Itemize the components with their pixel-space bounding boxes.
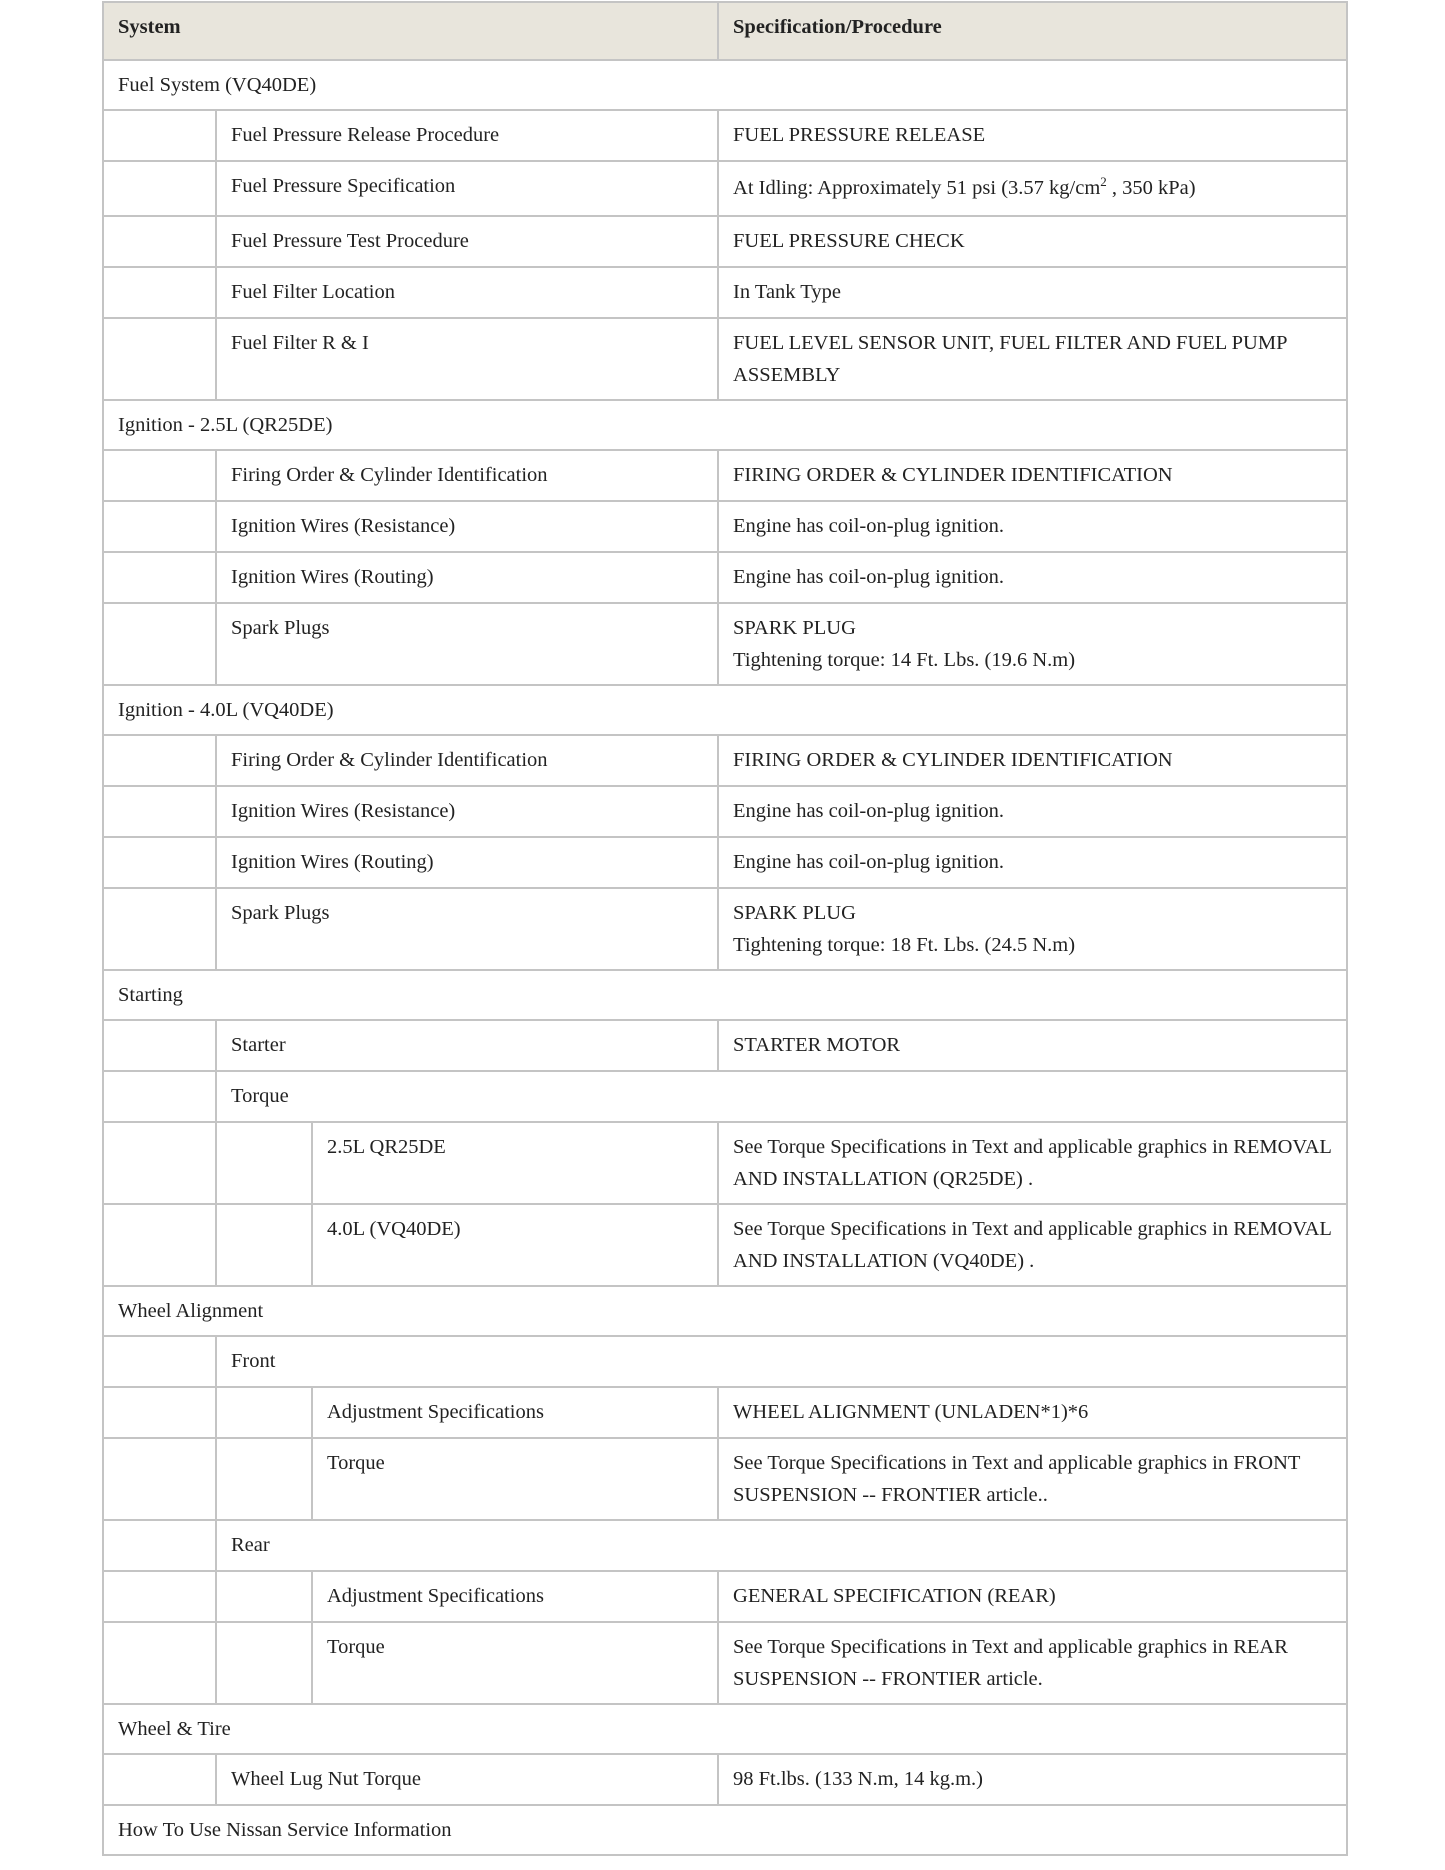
row-value: Engine has coil-on-plug ignition. xyxy=(718,552,1347,603)
section-title: Wheel & Tire xyxy=(103,1704,1347,1754)
row-label: Ignition Wires (Routing) xyxy=(216,552,718,603)
table-row xyxy=(103,837,1347,888)
row-value: Engine has coil-on-plug ignition. xyxy=(718,501,1347,552)
indent-cell xyxy=(216,1438,312,1520)
table-row xyxy=(103,1020,1347,1071)
indent-cell xyxy=(103,110,216,161)
row-value: STARTER MOTOR xyxy=(718,1020,1347,1071)
subsection-label: Front xyxy=(216,1336,1347,1387)
table-row xyxy=(103,888,1347,970)
row-label: Firing Order & Cylinder Identification xyxy=(216,450,718,501)
row-value xyxy=(718,161,1347,216)
section-row-ignition-40 xyxy=(103,685,1347,735)
table-row xyxy=(103,1622,1347,1704)
indent-cell xyxy=(103,161,216,216)
indent-cell xyxy=(103,837,216,888)
subsection-label: Torque xyxy=(216,1071,1347,1122)
section-row-fuel-system xyxy=(103,60,1347,110)
section-row-wheel-alignment xyxy=(103,1286,1347,1336)
indent-cell xyxy=(103,1204,216,1286)
header-system: System xyxy=(103,2,718,60)
section-row-how-to-use xyxy=(103,1805,1347,1855)
table-row xyxy=(103,501,1347,552)
indent-cell xyxy=(103,450,216,501)
table-row xyxy=(103,216,1347,267)
indent-cell xyxy=(103,786,216,837)
spark-plug-link: SPARK PLUG xyxy=(733,617,856,639)
indent-cell xyxy=(103,267,216,318)
section-title: Wheel Alignment xyxy=(103,1286,1347,1336)
table-row xyxy=(103,552,1347,603)
header-specification: Specification/Procedure xyxy=(718,2,1347,60)
spark-plug-torque: Tightening torque: 18 Ft. Lbs. (24.5 N.m) xyxy=(733,934,1076,956)
indent-cell xyxy=(103,1020,216,1071)
row-label: Torque xyxy=(312,1622,718,1704)
row-label: 4.0L (VQ40DE) xyxy=(312,1204,718,1286)
row-label: Ignition Wires (Routing) xyxy=(216,837,718,888)
indent-cell xyxy=(103,501,216,552)
spark-plug-torque: Tightening torque: 14 Ft. Lbs. (19.6 N.m) xyxy=(733,649,1076,671)
indent-cell xyxy=(103,1387,216,1438)
row-label: Fuel Filter Location xyxy=(216,267,718,318)
table-row xyxy=(103,450,1347,501)
row-label: Spark Plugs xyxy=(216,603,718,685)
table-row xyxy=(103,786,1347,837)
table-row xyxy=(103,1336,1347,1387)
row-label: Spark Plugs xyxy=(216,888,718,970)
table-header-row xyxy=(103,2,1347,60)
table-row xyxy=(103,1520,1347,1571)
section-row-wheel-tire xyxy=(103,1704,1347,1754)
table-row xyxy=(103,1204,1347,1286)
section-title: How To Use Nissan Service Information xyxy=(103,1805,1347,1855)
section-title: Fuel System (VQ40DE) xyxy=(103,60,1347,110)
indent-cell xyxy=(103,1754,216,1805)
indent-cell xyxy=(216,1387,312,1438)
table-row xyxy=(103,1387,1347,1438)
row-value: FIRING ORDER & CYLINDER IDENTIFICATION xyxy=(718,735,1347,786)
row-label: Adjustment Specifications xyxy=(312,1387,718,1438)
indent-cell xyxy=(103,552,216,603)
row-label: Ignition Wires (Resistance) xyxy=(216,786,718,837)
row-value: FIRING ORDER & CYLINDER IDENTIFICATION xyxy=(718,450,1347,501)
row-label: Fuel Pressure Release Procedure xyxy=(216,110,718,161)
row-label: 2.5L QR25DE xyxy=(312,1122,718,1204)
section-row-ignition-25 xyxy=(103,400,1347,450)
table-row xyxy=(103,161,1347,216)
indent-cell xyxy=(103,1122,216,1204)
superscript: 2 xyxy=(1100,174,1107,190)
row-value: FUEL LEVEL SENSOR UNIT, FUEL FILTER AND FUEL PUMP ASSEMBLY xyxy=(718,318,1347,400)
table-row xyxy=(103,110,1347,161)
indent-cell xyxy=(103,735,216,786)
row-label: Starter xyxy=(216,1020,718,1071)
indent-cell xyxy=(216,1122,312,1204)
row-label: Fuel Filter R & I xyxy=(216,318,718,400)
row-value: In Tank Type xyxy=(718,267,1347,318)
indent-cell xyxy=(103,318,216,400)
indent-cell xyxy=(216,1204,312,1286)
row-value: FUEL PRESSURE CHECK xyxy=(718,216,1347,267)
indent-cell xyxy=(103,1571,216,1622)
table-row xyxy=(103,1571,1347,1622)
spark-plug-link: SPARK PLUG xyxy=(733,902,856,924)
table-row xyxy=(103,1071,1347,1122)
table-row xyxy=(103,1754,1347,1805)
fuel-pressure-text-end: , 350 kPa) xyxy=(1106,177,1196,199)
row-value: 98 Ft.lbs. (133 N.m, 14 kg.m.) xyxy=(718,1754,1347,1805)
row-label: Ignition Wires (Resistance) xyxy=(216,501,718,552)
indent-cell xyxy=(103,888,216,970)
row-label: Torque xyxy=(312,1438,718,1520)
row-value: See Torque Specifications in Text and applicable graphics in REMOVAL AND INSTALLATION (VQ40DE) . xyxy=(718,1204,1347,1286)
row-value xyxy=(718,603,1347,685)
table-row xyxy=(103,267,1347,318)
indent-cell xyxy=(103,1622,216,1704)
indent-cell xyxy=(103,1438,216,1520)
indent-cell xyxy=(103,1336,216,1387)
row-value: See Torque Specifications in Text and applicable graphics in REAR SUSPENSION -- FRONTIER article. xyxy=(718,1622,1347,1704)
row-value: Engine has coil-on-plug ignition. xyxy=(718,837,1347,888)
row-label: Fuel Pressure Test Procedure xyxy=(216,216,718,267)
indent-cell xyxy=(216,1571,312,1622)
table-row xyxy=(103,735,1347,786)
row-value: FUEL PRESSURE RELEASE xyxy=(718,110,1347,161)
row-value xyxy=(718,888,1347,970)
indent-cell xyxy=(103,603,216,685)
section-title: Ignition - 2.5L (QR25DE) xyxy=(103,400,1347,450)
row-value: See Torque Specifications in Text and applicable graphics in FRONT SUSPENSION -- FRONTIER article.. xyxy=(718,1438,1347,1520)
row-label: Wheel Lug Nut Torque xyxy=(216,1754,718,1805)
row-label: Fuel Pressure Specification xyxy=(216,161,718,216)
section-title: Ignition - 4.0L (VQ40DE) xyxy=(103,685,1347,735)
table-row xyxy=(103,603,1347,685)
indent-cell xyxy=(216,1622,312,1704)
section-row-starting xyxy=(103,970,1347,1020)
row-value: See Torque Specifications in Text and applicable graphics in REMOVAL AND INSTALLATION (QR25DE) . xyxy=(718,1122,1347,1204)
indent-cell xyxy=(103,216,216,267)
subsection-label: Rear xyxy=(216,1520,1347,1571)
specification-table xyxy=(102,1,1348,1856)
row-value: WHEEL ALIGNMENT (UNLADEN*1)*6 xyxy=(718,1387,1347,1438)
row-label: Adjustment Specifications xyxy=(312,1571,718,1622)
table-row xyxy=(103,1122,1347,1204)
row-value: Engine has coil-on-plug ignition. xyxy=(718,786,1347,837)
indent-cell xyxy=(103,1520,216,1571)
table-row xyxy=(103,1438,1347,1520)
row-label: Firing Order & Cylinder Identification xyxy=(216,735,718,786)
section-title: Starting xyxy=(103,970,1347,1020)
indent-cell xyxy=(103,1071,216,1122)
fuel-pressure-text: At Idling: Approximately 51 psi (3.57 kg/cm xyxy=(733,177,1101,199)
table-row xyxy=(103,318,1347,400)
row-value: GENERAL SPECIFICATION (REAR) xyxy=(718,1571,1347,1622)
